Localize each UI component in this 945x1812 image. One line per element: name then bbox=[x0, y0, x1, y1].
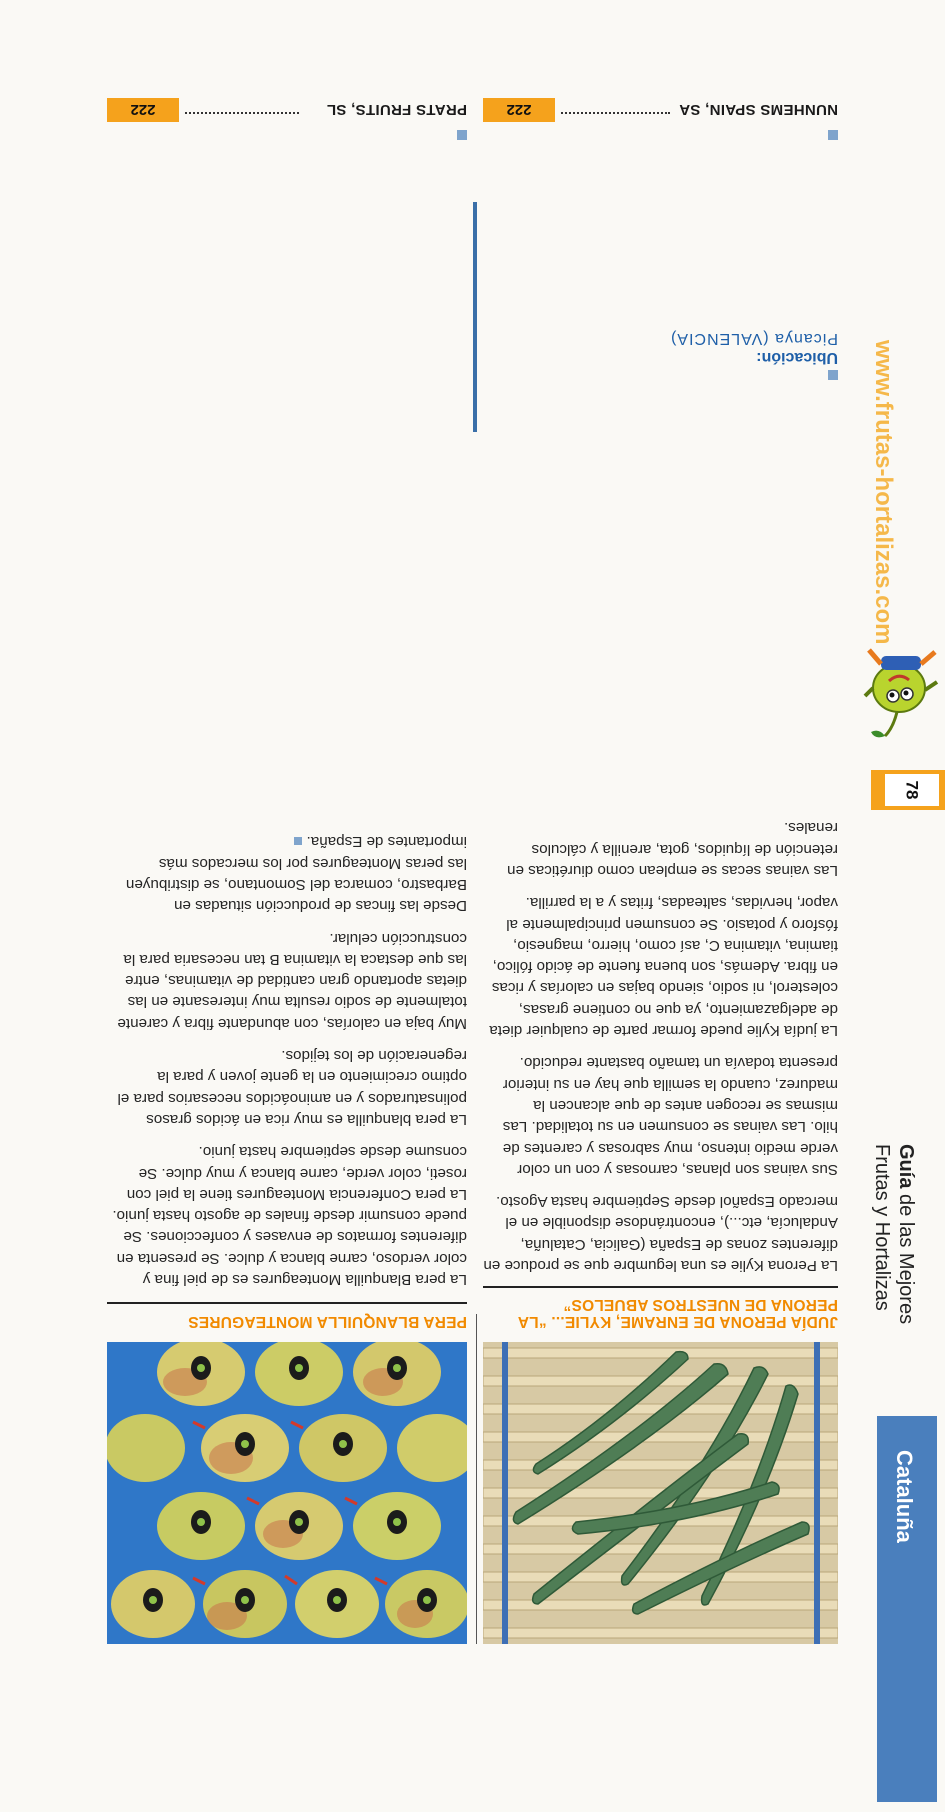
beans-photo bbox=[483, 1342, 838, 1644]
end-mark-icon bbox=[294, 837, 302, 845]
mascot-icon bbox=[863, 640, 943, 750]
column-divider bbox=[476, 1314, 477, 1644]
paragraph: La pera blanquilla es muy rica en ácidos grasos polinsaturados y en aminoácidos necesarios para el optimo crecimiento en la gente joven y para la regeneración de los tejidos. bbox=[117, 1047, 467, 1128]
article-body bbox=[483, 806, 838, 1276]
dot-leader bbox=[185, 112, 299, 114]
location-block bbox=[483, 329, 838, 380]
side-band bbox=[861, 0, 945, 1812]
article-heading: PERA BLANQUILLA MONTEAGURES bbox=[188, 1313, 467, 1330]
location-title: Ubicación: bbox=[756, 349, 838, 366]
paragraph: Muy baja en calorías, con abundante fibra y carente totalmente de sodio resulta muy interesante en las dietas aportando gran cantidad de vitaminas, entre las que destaca la vitamina B tan necesaria para la construcción celular. bbox=[117, 929, 467, 1032]
company-bullet bbox=[828, 130, 838, 140]
pears-photo bbox=[107, 1342, 467, 1644]
page-number-tab bbox=[871, 770, 945, 810]
article-body bbox=[107, 820, 467, 1290]
guide-subtitle: Frutas y Hortalizas bbox=[871, 1144, 893, 1311]
company-page-ref[interactable]: 222 bbox=[483, 98, 555, 122]
company-line bbox=[483, 94, 838, 124]
paragraph: La judía Kylie puede formar parte de cualquier dieta de adelgazamiento, ya que no contiene grasas, colesterol, ni sodio, siendo bajas en calorías y ricas en fibra. Además, son buena fuente de ácido fólico, tiamina, vitamina C, así como, hierro, magnesio, fósforo y potasio. Se consumen principalmente al vapor, hervidas, salteadas, fritas y a la parrilla. bbox=[489, 894, 838, 1040]
paragraph: La Perona Kylie es una legumbre que se produce en diferentes zonas de España (Galicia, Cataluña, Andalucía, etc...), encontrándose disponible en el mercado Español desde Septiembre hasta Agosto. bbox=[483, 1193, 838, 1274]
article-judia bbox=[483, 0, 838, 1812]
pears-image bbox=[107, 1342, 467, 1644]
beans-image bbox=[483, 1342, 838, 1644]
column-divider-accent bbox=[473, 202, 477, 432]
paragraph: Las vainas secas se emplean como diuréticas en retención de líquidos, gota, arenilla y cálculos renales. bbox=[507, 819, 838, 879]
article-pera bbox=[107, 0, 467, 1812]
paragraph bbox=[107, 831, 467, 916]
heading-rule bbox=[107, 1302, 467, 1304]
heading-rule bbox=[483, 1286, 838, 1288]
page-number: 78 bbox=[903, 780, 923, 800]
guide-title-rest: de las Mejores bbox=[895, 1188, 917, 1325]
website-url[interactable]: www.frutas-hortalizas.com bbox=[870, 340, 897, 645]
company-name: PRATS FRUITS, SL bbox=[326, 101, 467, 118]
category-label: Cataluña bbox=[892, 1450, 917, 1543]
location-marker bbox=[828, 370, 838, 380]
dot-leader bbox=[561, 112, 670, 114]
company-line bbox=[107, 94, 467, 124]
guide-title-bold: Guía bbox=[895, 1144, 917, 1189]
company-page-ref[interactable]: 222 bbox=[107, 98, 179, 122]
article-heading: JUDÍA PERONA DE ENRAME, KYLIE... “LA PERONA DE NUESTROS ABUELOS” bbox=[518, 1296, 838, 1330]
guide-title bbox=[894, 1144, 917, 1324]
location-place: Picanya (VALENCIA) bbox=[670, 330, 838, 347]
paragraph-text: Desde las fincas de producción situadas en Barbastro, comarca del Somontano, se distribuyen las peras Monteagures por los mercados más importantes de España. bbox=[125, 833, 467, 915]
paragraph: La pera Blanquilla Monteagures es de piel fina y color verdoso, carne blanca y dulce. Se presenta en diferentes formatos de envases y confecciones. Se puede consumir desde finales de agosto hasta junio. La pera Conferencia Monteagures tiene la piel con roseti, color verde, carne blanca y muy dulce. Se consume desde septiembre hasta junio. bbox=[112, 1143, 467, 1288]
company-name: NUNHEMS SPAIN, SA bbox=[678, 101, 838, 118]
page-number-box bbox=[885, 774, 939, 806]
paragraph: Sus vainas son planas, carnosas y con un color verde medio intenso, muy sabrosas y carentes de hilo. Las vainas se consumen en su totalidad. Las mismas se recogen antes de que alcancen la madurez, cuando la semilla que hay en su interior presenta todavía un tamaño bastante reducido. bbox=[502, 1054, 838, 1178]
company-bullet bbox=[457, 130, 467, 140]
